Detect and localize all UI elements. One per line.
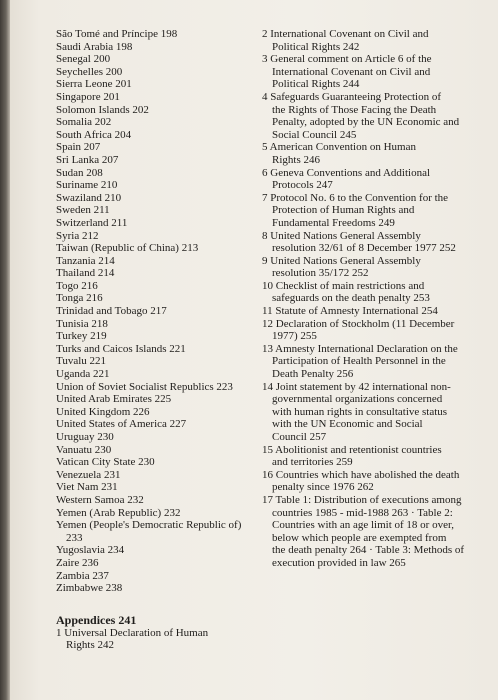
appendix-entry-line: Countries with an age limit of 18 or over, xyxy=(272,519,454,532)
appendix-entry-line: 7 Protocol No. 6 to the Convention for the xyxy=(262,191,449,204)
book-binding xyxy=(0,0,10,700)
country-entry: Viet Nam 231 xyxy=(56,481,118,494)
country-entry: Union of Soviet Socialist Republics 223 xyxy=(56,380,233,393)
appendix-entry xyxy=(262,305,484,318)
appendix-entry-line: resolution 35/172 252 xyxy=(272,267,369,280)
appendix-entry xyxy=(262,167,484,192)
country-entry: Togo 216 xyxy=(56,279,98,292)
appendix-entry-line: Protocols 247 xyxy=(272,179,333,192)
country-entry: Tanzania 214 xyxy=(56,254,115,267)
appendix-entry-line: Penalty, adopted by the UN Economic and xyxy=(272,116,460,129)
appendix-entry xyxy=(262,192,484,230)
country-entry: United Kingdom 226 xyxy=(56,405,150,418)
appendix-entry-line: with human rights in consultative status xyxy=(272,405,448,418)
country-entry: Sudan 208 xyxy=(56,166,103,179)
country-entry: Zaire 236 xyxy=(56,556,99,569)
spacer xyxy=(56,595,266,613)
appendix-entry-line: 1977) 255 xyxy=(272,330,317,343)
appendix-entry xyxy=(262,494,484,570)
appendix-entry-line: execution provided in law 265 xyxy=(272,556,406,569)
appendix-entry-line: Social Council 245 xyxy=(272,128,357,141)
appendix-entry-line: Death Penalty 256 xyxy=(272,368,354,381)
appendix-entry-line: and territories 259 xyxy=(272,456,353,469)
appendix-entry xyxy=(262,381,484,444)
country-entry: Solomon Islands 202 xyxy=(56,103,149,116)
appendix-entry-line: 3 General comment on Article 6 of the xyxy=(262,53,432,66)
appendix-entry xyxy=(262,141,484,166)
appendix-entry xyxy=(262,255,484,280)
appendix-entry xyxy=(262,343,484,381)
country-entry: South Africa 204 xyxy=(56,128,132,141)
appendix-entry xyxy=(262,469,484,494)
country-index-column xyxy=(56,28,266,652)
country-entry: Uruguay 230 xyxy=(56,431,114,443)
appendix-entry-line: Participation of Health Personnel in the xyxy=(272,355,446,368)
country-entry: Senegal 200 xyxy=(56,53,111,66)
country-entry: Seychelles 200 xyxy=(56,65,123,78)
appendix-entry-line: Political Rights 244 xyxy=(272,78,360,91)
appendix-entry-line: Rights 242 xyxy=(66,639,114,652)
country-entry: Venezuela 231 xyxy=(56,468,121,481)
country-entry: Yemen (People's Democratic Republic of) xyxy=(56,519,242,532)
appendix-entry-line: 12 Declaration of Stockholm (11 December xyxy=(262,317,455,330)
country-entry: United States of America 227 xyxy=(56,418,187,431)
country-entry: Sweden 211 xyxy=(56,204,110,217)
appendix-entry-line: 15 Abolitionist and retentionist countries xyxy=(262,443,442,456)
country-entry: United Arab Emirates 225 xyxy=(56,393,172,406)
appendix-entry xyxy=(262,53,484,91)
appendix-entry-line: 14 Joint statement by 42 international non- xyxy=(262,380,451,393)
appendix-entry-line: 2 International Covenant on Civil and xyxy=(262,28,429,40)
country-entry: Thailand 214 xyxy=(56,267,115,280)
country-entry: 233 xyxy=(66,531,83,544)
country-entry: Syria 212 xyxy=(56,229,99,242)
country-entry: Tuvalu 221 xyxy=(56,355,107,368)
appendix-entry-line: the Rights of Those Facing the Death xyxy=(272,103,437,116)
appendix-entry xyxy=(262,444,484,469)
appendix-entry-line: 17 Table 1: Distribution of executions among xyxy=(262,493,462,506)
country-entry: Zambia 237 xyxy=(56,569,109,582)
appendix-entry-line: 6 Geneva Conventions and Additional xyxy=(262,166,431,179)
country-entry: Singapore 201 xyxy=(56,90,120,103)
country-entry: Yugoslavia 234 xyxy=(56,544,125,557)
country-entry: Vanuatu 230 xyxy=(56,443,112,456)
country-entry: Vatican City State 230 xyxy=(56,456,155,469)
appendix-entry-line: the death penalty 264 · Table 3: Methods of xyxy=(272,544,465,557)
country-entry: Sierra Leone 201 xyxy=(56,78,132,91)
appendix-entry-line: governmental organizations concerned xyxy=(272,393,443,406)
appendices-column xyxy=(262,28,484,570)
appendix-entry-line: safeguards on the death penalty 253 xyxy=(272,292,430,305)
country-entry: Somalia 202 xyxy=(56,116,112,129)
appendix-entry-line: penalty since 1976 262 xyxy=(272,481,374,494)
country-entry: Saudi Arabia 198 xyxy=(56,40,133,53)
country-entry: Yemen (Arab Republic) 232 xyxy=(56,506,181,519)
country-entry: Turks and Caicos Islands 221 xyxy=(56,342,186,355)
appendix-entry xyxy=(262,318,484,343)
country-entry: Suriname 210 xyxy=(56,179,118,192)
country-entry: Zimbabwe 238 xyxy=(56,582,123,595)
appendix-entry-line: Political Rights 242 xyxy=(272,40,360,53)
country-entry: Sri Lanka 207 xyxy=(56,153,119,166)
appendix-entry-line: resolution 32/61 of 8 December 1977 252 xyxy=(272,242,456,255)
country-entry: Uganda 221 xyxy=(56,368,110,381)
appendix-entry-line: Council 257 xyxy=(272,431,327,443)
country-entry: São Tomé and Príncipe 198 xyxy=(56,28,178,40)
country-entry: Trinidad and Tobago 217 xyxy=(56,305,167,318)
country-entry: Switzerland 211 xyxy=(56,216,128,229)
country-entry: Tunisia 218 xyxy=(56,317,108,330)
appendix-entry-line: 5 American Convention on Human xyxy=(262,141,416,154)
appendix-entry xyxy=(262,28,484,53)
country-entry: Turkey 219 xyxy=(56,330,107,343)
appendix-entry-line: Fundamental Freedoms 249 xyxy=(272,216,395,229)
country-entry: Tonga 216 xyxy=(56,292,103,305)
appendix-entry xyxy=(262,91,484,141)
book-page xyxy=(10,0,498,700)
appendix-entry-line: 1 Universal Declaration of Human xyxy=(56,626,209,639)
appendix-entry-line: 16 Countries which have abolished the death xyxy=(262,468,460,481)
appendix-entry-line: countries 1985 - mid-1988 263 · Table 2: xyxy=(272,506,453,519)
country-entry: Swaziland 210 xyxy=(56,191,122,204)
appendix-entry-line: 11 Statute of Amnesty International 254 xyxy=(262,305,438,318)
appendix-entry-line: Rights 246 xyxy=(272,153,320,166)
country-entry: Western Samoa 232 xyxy=(56,493,144,506)
appendix-entry xyxy=(262,230,484,255)
appendices-heading: Appendices 241 xyxy=(56,612,137,627)
appendix-entry-line: 8 United Nations General Assembly xyxy=(262,229,421,242)
appendix-entry-line: Protection of Human Rights and xyxy=(272,204,415,217)
appendix-entry-line: 13 Amnesty International Declaration on the xyxy=(262,342,458,355)
appendix-entry-line: International Covenant on Civil and xyxy=(272,65,431,78)
appendix-entry-line: 10 Checklist of main restrictions and xyxy=(262,279,425,292)
appendix-entry-line: 4 Safeguards Guaranteeing Protection of xyxy=(262,90,441,103)
appendix-entry-line: 9 United Nations General Assembly xyxy=(262,254,421,267)
appendix-entry-line: below which people are exempted from xyxy=(272,531,447,544)
country-entry: Spain 207 xyxy=(56,141,101,154)
country-entry: Taiwan (Republic of China) 213 xyxy=(56,242,199,255)
appendix-entry-line: with the UN Economic and Social xyxy=(272,418,423,431)
appendix-entry xyxy=(262,280,484,305)
